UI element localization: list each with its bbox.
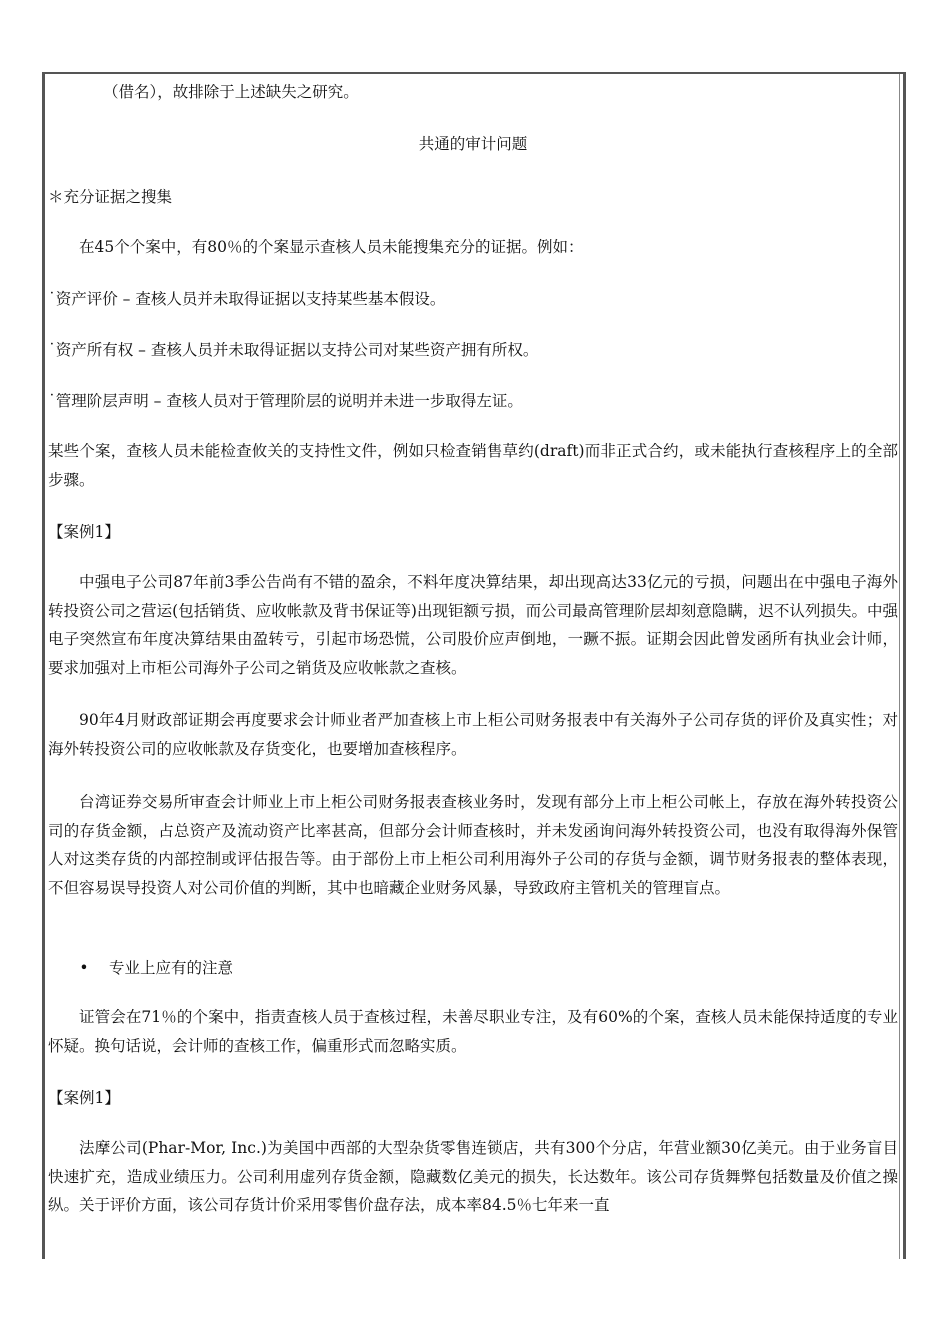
bullet-due-care bbox=[76, 954, 898, 982]
heading-sufficient-evidence: ＊充分证据之搜集 bbox=[48, 188, 173, 206]
bullet-due-care-text: 专业上应有的注意 bbox=[108, 959, 233, 977]
paragraph-taiwan-exchange: 台湾证券交易所审查会计师业上市上柜公司财务报表查核业务时，发现有部分上市上柜公司帐上，存放在海外转投资公司的存货金额，占总资产及流动资产比率甚高，但部分会计师查核时，并未发函询问海外转投资公司，也没有取得海外保管人对这类存货的内部控制或评估报告等。由于部份上市上柜公司利用海外子公司的存货与金额，调节财务报表的整体表现，不但容易误导投资人对公司价值的判断，其中也暗藏企业财务风暴，导致政府主管机关的管理盲点。 bbox=[48, 793, 898, 897]
paragraph-pharmor-case: 法摩公司(Phar-Mor, Inc.)为美国中西部的大型杂货零售连锁店，共有300个分店，年营业额30亿美元。由于业务盲目快速扩充，造成业绩压力。公司利用虚列存货金额，隐藏数亿美元的损失，长达数年。该公司存货舞弊包括数量及价值之操纵。关于评价方面，该公司存货计价采用零售价盘存法，成本率84.5％七年来一直 bbox=[48, 1139, 898, 1215]
continuation-line: （借名），故排除于上述缺失之研究。 bbox=[103, 83, 359, 101]
bullet-icon: • bbox=[79, 959, 89, 977]
case-label: 【案例1】 bbox=[48, 523, 120, 541]
list-item-asset-ownership: ˙资产所有权 – 查核人员并未取得证据以支持公司对某些资产拥有所权。 bbox=[48, 341, 539, 359]
list-item-asset-valuation: ˙资产评价 – 查核人员并未取得证据以支持某些基本假设。 bbox=[48, 290, 446, 308]
paragraph-some-cases: 某些个案，查核人员未能检查攸关的支持性文件，例如只检查销售草约(draft)而非正式合约，或未能执行查核程序上的全部步骤。 bbox=[48, 442, 898, 489]
paragraph-71-percent: 证管会在71％的个案中，指责查核人员于查核过程，未善尽职业专注，及有60%的个案，查核人员未能保持适度的专业怀疑。换句话说，会计师的查核工作，偏重形式而忽略实质。 bbox=[48, 1008, 898, 1055]
frame-inner-rule bbox=[899, 74, 900, 1259]
paragraph-90-requirement: 90年4月财政部证期会再度要求会计师业者严加查核上市上柜公司财务报表中有关海外子公司存货的评价及真实性；对海外转投资公司的应收帐款及存货变化，也要增加查核程序。 bbox=[48, 711, 898, 758]
section-title: 共通的审计问题 bbox=[418, 135, 528, 153]
paragraph-zhongqiang-case: 中强电子公司87年前3季公告尚有不错的盈余，不料年度决算结果，却出现高达33亿元的亏损，问题出在中强电子海外转投资公司之营运(包括销货、应收帐款及背书保证等)出现钜额亏损，而公司最高管理阶层却刻意隐瞒，迟不认列损失。中强电子突然宣布年度决算结果由盈转亏，引起市场恐慌，公司股价应声倒地，一蹶不振。证期会因此曾发函所有执业会计师，要求加强对上市柜公司海外子公司之销货及应收帐款之查核。 bbox=[48, 573, 898, 677]
paragraph-evidence-stats: 在45个个案中，有80％的个案显示查核人员未能搜集充分的证据。例如： bbox=[79, 238, 584, 256]
list-item-management-statement: ˙管理阶层声明 – 查核人员对于管理阶层的说明并未进一步取得左证。 bbox=[48, 392, 523, 410]
case-label-second: 【案例1】 bbox=[48, 1089, 120, 1107]
